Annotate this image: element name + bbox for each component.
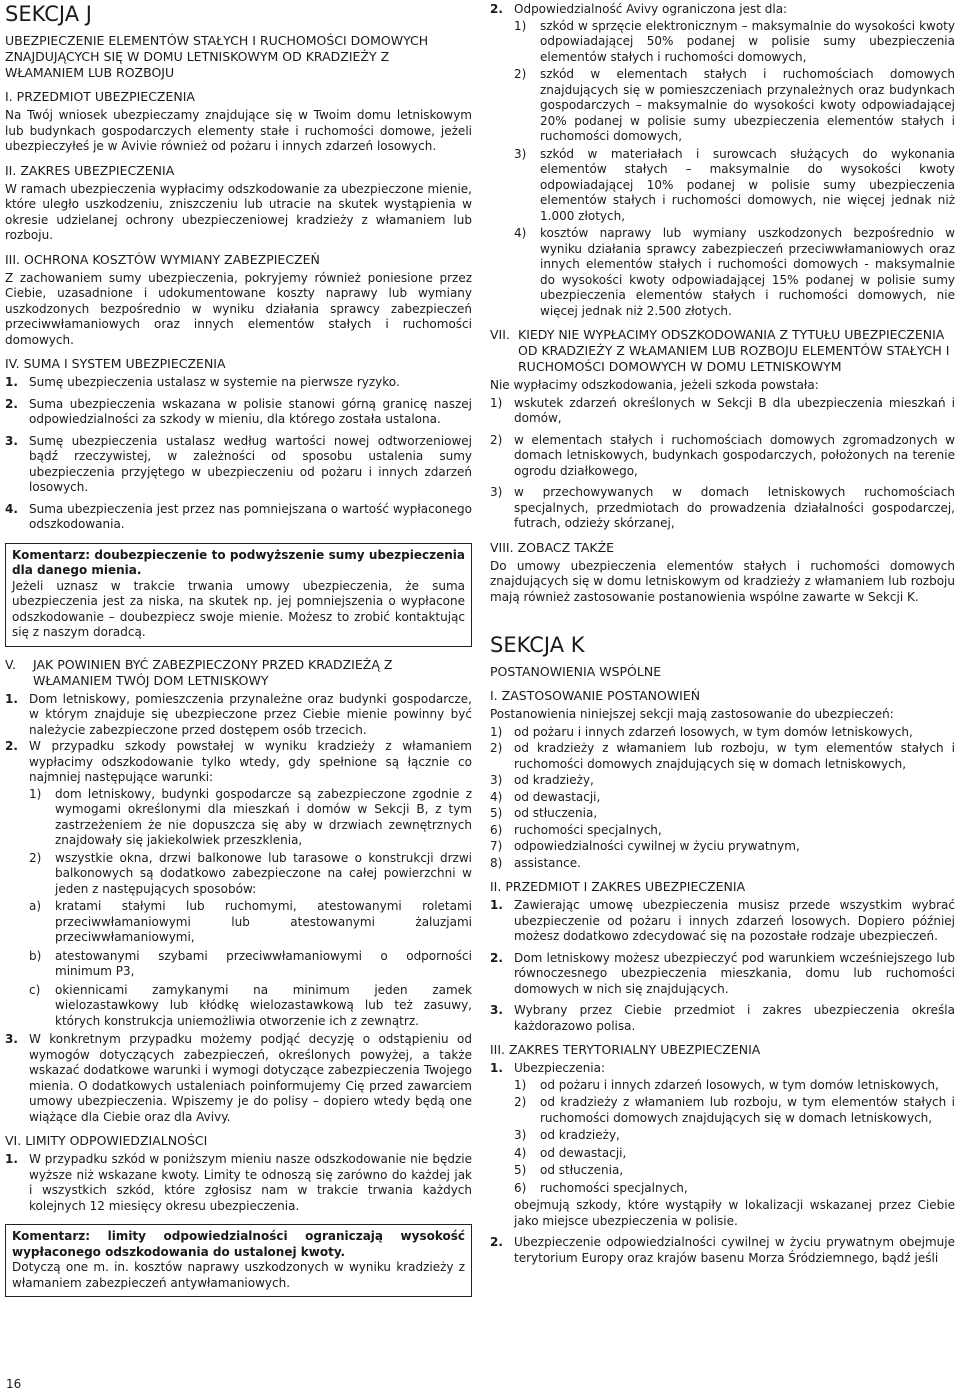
heading-viii: VIII. ZOBACZ TAKŻE (490, 539, 615, 555)
comment-heading: Komentarz: limity odpowiedzialności ograniczają wysokość wypłaconego odszkodowania do ustalonej kwoty. (12, 1229, 465, 1259)
list-item: 1. Dom letniskowy, pomieszczenia przynależne oraz budynki gospodarcze, w którym znajduje się ubezpieczone przez Ciebie mienie powinny być należycie zabezpieczone przed dostępem osób trzecich. (5, 691, 472, 737)
list-item: 3. Wybrany przez Ciebie przedmiot i zakres ubezpieczenia określa każdorazowo polisa. (490, 1003, 955, 1033)
list-item: 6) ruchomości specjalnych, (490, 822, 662, 837)
section-j-subtitle: UBEZPIECZENIE ELEMENTÓW STAŁYCH I RUCHOMOŚCI DOMOWYCH ZNAJDUJĄCYCH SIĘ W DOMU LETNISKOWYM OD KRADZIEŻY Z WŁAMANIEM LUB ROZBOJU (5, 33, 429, 80)
comment-box-limits (5, 1224, 472, 1297)
sub-item: 1) dom letniskowy, budynki gospodarcze są zabezpieczone zgodnie z wymogami określonymi dla mieszkań i domów w Sekcji B, z tym zastrzeżeniem że nie dopuszcza się aby w drzwiach zewnętrznych znajdowały się jakiekolwiek przeszklenia, (29, 786, 472, 847)
heading-k-i: I. ZASTOSOWANIE POSTANOWIEŃ (490, 688, 701, 703)
sub-sub-item: a) kratami stałymi lub ruchomymi, atestowanymi roletami przeciwwłamaniowymi lub atestowanymi żaluzjami przeciwwłamaniowymi, (29, 899, 472, 944)
list-item: 1. Sumę ubezpieczenia ustalasz w systemie na pierwsze ryzyko. (5, 375, 400, 389)
section-k-title: SEKCJA K (490, 633, 585, 657)
sub-item: 4) kosztów naprawy lub wymiany uszkodzonych bezpośrednio w wyniku działania sprawcy zabezpieczeń przeciwwłamaniowych oraz innych elementów stałych i ruchomości domowych - maksymalnie do wysokości kwoty odpowiadającej 15% podanej w polisie sumy ubezpieczenia elementów stałych i ruchomości domowych, nie więcej jednak niż 2.500 złotych. (514, 226, 955, 318)
page-number: 16 (6, 1376, 22, 1391)
list-item: 1. W przypadku szkód w poniższym mieniu nasze odszkodowanie nie będzie wyższe niż wskazane kwoty. Limity te odnoszą się zarówno do każdej jak i wszystkich szkód, które zgłosisz nam w trakcie trwania każdych kolejnych 12 miesięcy okresu ubezpieczenia. (5, 1152, 472, 1213)
heading-iii: III. OCHRONA KOSZTÓW WYMIANY ZABEZPIECZEŃ (5, 251, 320, 267)
paragraph-k-iii-after: obejmują szkody, które wystąpiły w lokalizacji wskazanej przez Ciebie jako miejsce ubezpieczenia w polisie. (514, 1198, 955, 1228)
paragraph-viii: Do umowy ubezpieczenia elementów stałych i ruchomości domowych znajdujących się w domu letniskowym od kradzieży z włamaniem lub rozboju mają również zastosowanie postanowienia wspólne zawarte w Sekcji K. (490, 558, 955, 604)
sub-item: 1) szkód w sprzęcie elektronicznym – maksymalnie do wysokości kwoty odpowiadającej 50% podanej w polisie sumy ubezpieczenia elementów stałych i ruchomości domowych, (514, 18, 955, 64)
list-item: 1. Ubezpieczenia: (490, 1061, 606, 1075)
paragraph-vii-intro: Nie wypłacimy odszkodowania, jeżeli szkoda powstała: (490, 378, 819, 392)
sub-item: 4) od dewastacji, (514, 1145, 627, 1160)
list-item: 2. Suma ubezpieczenia wskazana w polisie stanowi górną granicę naszej odpowiedzialności za szkody w mieniu, dla którego została ustalona. (5, 396, 472, 426)
section-j-title: SEKCJA J (5, 2, 92, 26)
list-item: 2. Ubezpieczenie odpowiedzialności cywilnej w życiu prywatnym obejmuje terytorium Europy oraz krajów basenu Morza Śródziemnego, bądź jeśli (490, 1235, 955, 1265)
heading-vii: VII. KIEDY NIE WYPŁACIMY ODSZKODOWANIA Z TYTUŁU UBEZPIECZENIA OD KRADZIEŻY Z WŁAMANIEM LUB ROZBOJU ELEMENTÓW STAŁYCH I RUCHOMOŚCI DOMOWYCH W DOMU LETNISKOWYM (490, 327, 950, 374)
sub-item: 5) od stłuczenia, (514, 1163, 624, 1177)
list-item: 4) od dewastacji, (490, 789, 601, 804)
list-item: 3. W konkretnym przypadku możemy podjąć decyzję o odstąpieniu od wymogów dotyczących zabezpieczeń, określonych powyżej, a także wskazać dodatkowe warunki i wymogi dotyczące zabezpieczenia Twojego mienia. O dodatkowych ustaleniach poinformujemy Cię przed zawarciem umowy ubezpieczenia. Wpiszemy je do polisy – dopiero wtedy będą one wiążące dla Ciebie oraz dla Avivy. (5, 1032, 472, 1124)
sub-item: 2) wszystkie okna, drzwi balkonowe lub tarasowe o konstrukcji drzwi balkonowych są dodatkowo zabezpieczone na całej powierzchni w jeden z następujących sposobów: (29, 850, 472, 896)
sub-item: 1) od pożaru i innych zdarzeń losowych, w tym domów letniskowych, (514, 1077, 939, 1092)
list-item: 2) od kradzieży z włamaniem lub rozboju, w tym elementów stałych i ruchomości domowych znajdujących się w domach letniskowych, (490, 741, 955, 771)
heading-v: V. JAK POWINIEN BYĆ ZABEZPIECZONY PRZED KRADZIEŻĄ Z WŁAMANIEM TWÓJ DOM LETNISKOWY (5, 656, 393, 688)
list-item: 3) w przechowywanych w domach letniskowych ruchomościach specjalnych, przedmiotach do prowadzenia działalności gospodarczej, futrach, odzieży skórzanej, (490, 485, 955, 530)
comment-heading: Komentarz: doubezpieczenie to podwyższenie sumy ubezpieczenia dla danego mienia. (12, 547, 465, 577)
comment-box-sum-insured (5, 543, 472, 647)
sub-sub-item: b) atestowanymi szybami przeciwwłamaniowymi o odporności minimum P3, (29, 948, 472, 978)
list-item: 2. Odpowiedzialność Avivy ograniczona jest dla: (490, 2, 788, 16)
list-item: 2. Dom letniskowy możesz ubezpieczyć pod warunkiem wcześniejszego lub równoczesnego ubezpieczenia mieszkania, domu lub ruchomości domowych w nich się znajdujących. (490, 950, 955, 996)
sub-sub-item: c) okiennicami zamykanymi na minimum jeden zamek wielozastawkowy lub kłódkę wielozastawkową lub też zasuwy, których konstrukcja uniemożliwia otworzenie ich z zewnątrz. (29, 982, 472, 1028)
list-item: 1. Zawierając umowę ubezpieczenia musisz przede wszystkim wybrać ubezpieczenie od pożaru i innych zdarzeń losowych. Dopiero później możesz dodatkowo zdecydować się na pozostałe rodzaje ubezpieczeń. (490, 898, 955, 943)
list-item: 3) od kradzieży, (490, 773, 594, 787)
sub-item: 2) szkód w elementach stałych i ruchomościach domowych znajdujących się w pomieszczeniach przynależnych oraz budynkach gospodarczych – maksymalnie do wysokości kwoty odpowiadającej 20% podanej w polisie sumy ubezpieczenia elementów stałych i ruchomości domowych, (514, 67, 955, 143)
comment-text: Dotyczą one m. in. kosztów naprawy uszkodzonych w wyniku kradzieży z włamaniem zabezpieczeń antywłamaniowych. (12, 1260, 465, 1290)
sub-item: 2) od kradzieży z włamaniem lub rozboju, w tym elementów stałych i ruchomości domowych znajdujących się w domach letniskowych, (514, 1095, 955, 1125)
section-k-subtitle: POSTANOWIENIA WSPÓLNE (490, 664, 662, 679)
paragraph-iii: Z zachowaniem sumy ubezpieczenia, pokryjemy również poniesione przez Ciebie, uzasadnione i udokumentowane koszty naprawy lub wymiany uszkodzonych bezpośrednio w wyniku działania sprawcy zabezpieczeń przeciwwłamaniowych oraz innych elementów stałych i ruchomości domowych. (5, 270, 472, 347)
list-item: 1) wskutek zdarzeń określonych w Sekcji B dla ubezpieczenia mieszkań i domów, (490, 395, 955, 425)
list-item: 1) od pożaru i innych zdarzeń losowych, w tym domów letniskowych, (490, 724, 913, 739)
right-column (490, 2, 955, 1374)
left-column (5, 2, 472, 1374)
paragraph-ii: W ramach ubezpieczenia wypłacimy odszkodowanie za ubezpieczone mienie, które uległo uszkodzeniu, zniszczeniu lub utracie na skutek wystąpienia w okresie udzielanej ochrony ubezpieczeniowej kradzieży z włamaniem lub rozboju. (5, 181, 472, 242)
list-item: 7) odpowiedzialności cywilnej w życiu prywatnym, (490, 839, 800, 853)
heading-k-ii: II. PRZEDMIOT I ZAKRES UBEZPIECZENIA (490, 879, 746, 894)
heading-k-iii: III. ZAKRES TERYTORIALNY UBEZPIECZENIA (490, 1042, 761, 1057)
list-item: 8) assistance. (490, 855, 581, 870)
sub-item: 6) ruchomości specjalnych, (514, 1180, 688, 1195)
heading-ii: II. ZAKRES UBEZPIECZENIA (5, 162, 175, 178)
paragraph-k-i-intro: Postanowienia niniejszej sekcji mają zastosowanie do ubezpieczeń: (490, 707, 894, 721)
heading-i: I. PRZEDMIOT UBEZPIECZENIA (5, 89, 195, 104)
list-item: 5) od stłuczenia, (490, 806, 598, 820)
list-item: 2) w elementach stałych i ruchomościach domowych zgromadzonych w domach letniskowych, budynkach gospodarczych, położonych na terenie ogrodu działkowego, (490, 432, 955, 478)
comment-text: Jeżeli uznasz w trakcie trwania umowy ubezpieczenia, że suma ubezpieczenia jest za niska, na skutek np. jej pomniejszenia o wypłacone odszkodowanie – doubezpiecz swoje mienie. Możesz to zrobić kontaktując się z naszym doradcą. (12, 578, 465, 639)
heading-vi: VI. LIMITY ODPOWIEDZIALNOŚCI (5, 1133, 208, 1148)
list-item: 2. W przypadku szkody powstałej w wyniku kradzieży z włamaniem wypłacimy odszkodowanie tylko wtedy, gdy spełnione są łącznie co najmniej następujące warunki: (5, 739, 472, 784)
sub-item: 3) od kradzieży, (514, 1128, 620, 1142)
sub-item: 3) szkód w materiałach i surowcach służących do wykonania elementów stałych – maksymalnie do wysokości kwoty odpowiadającej 10% podanej w polisie sumy ubezpieczenia elementów stałych i ruchomości domowych, nie więcej jednak niż 1.000 złotych, (514, 146, 955, 223)
heading-iv: IV. SUMA I SYSTEM UBEZPIECZENIA (5, 356, 226, 371)
list-item: 3. Sumę ubezpieczenia ustalasz według wartości nowej odtworzeniowej bądź rzeczywistej, w zależności od sposobu ustalenia sumy ubezpieczenia przyjętego w ubezpieczeniu od pożaru i innych zdarzeń losowych. (5, 433, 472, 494)
paragraph-i: Na Twój wniosek ubezpieczamy znajdujące się w Twoim domu letniskowym lub budynkach gospodarczych elementy stałe i ruchomości domowe, jeżeli ubezpieczyłeś je w Avivie również od pożaru i innych zdarzeń losowych. (5, 108, 472, 153)
list-item: 4. Suma ubezpieczenia jest przez nas pomniejszana o wartość wypłaconego odszkodowania. (5, 501, 472, 531)
